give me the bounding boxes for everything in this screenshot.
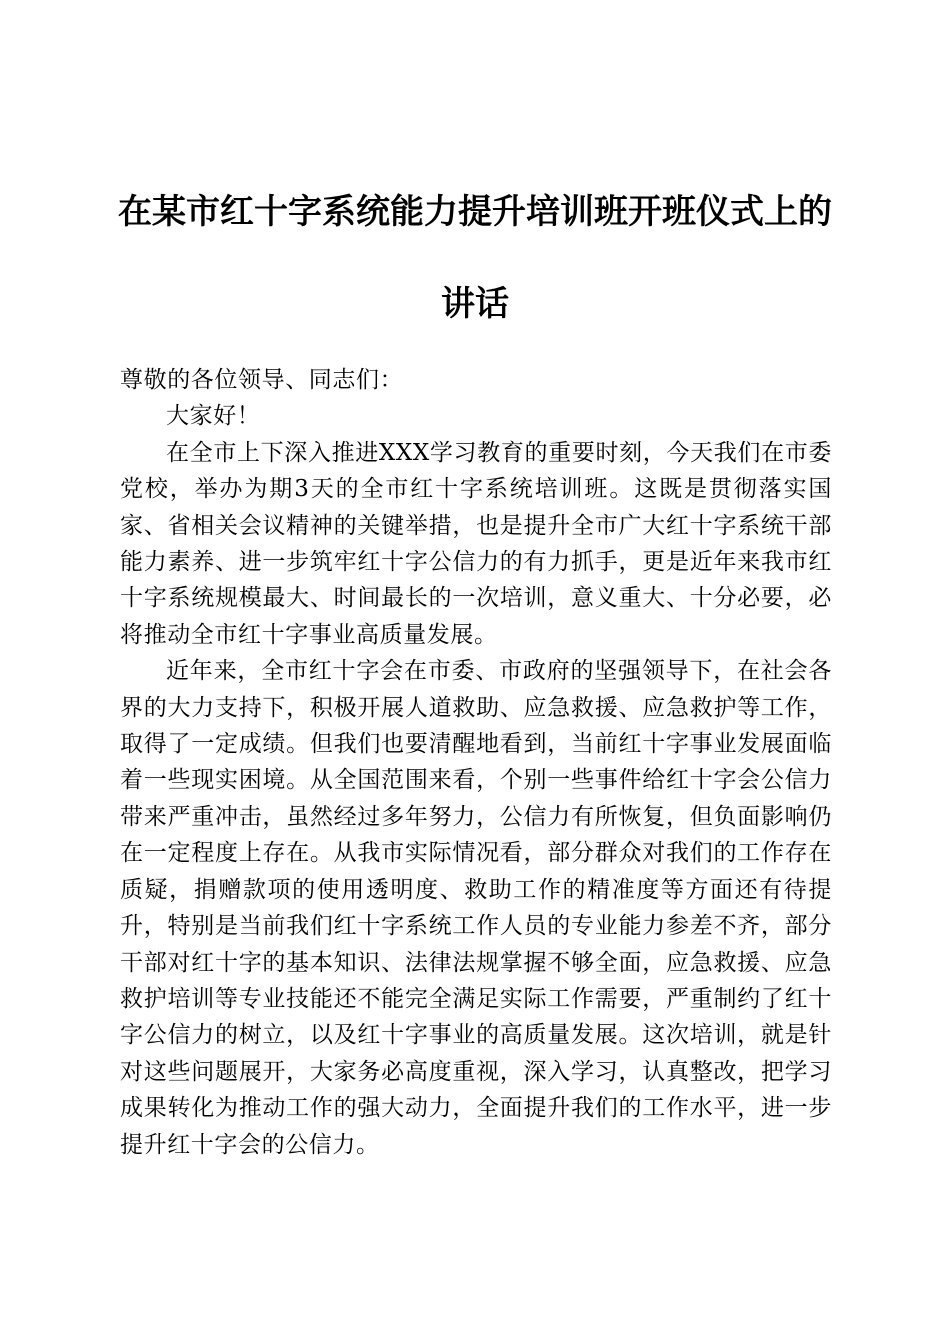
body-paragraph: 在全市上下深入推进XXX学习教育的重要时刻，今天我们在市委党校，举办为期3天的全市红十字系统培训班。这既是贯彻落实国家、省相关会议精神的关键举措，也是提升全市广大红十字系统干部能力素养、进一步筑牢红十字公信力的有力抓手，更是近年来我市红十字系统规模最大、时间最长的一次培训，意义重大、十分必要，必将推动全市红十字事业高质量发展。 [120, 439, 832, 648]
document-title: 在某市红十字系统能力提升培训班开班仪式上的讲话 [118, 192, 832, 324]
body-paragraph: 近年来，全市红十字会在市委、市政府的坚强领导下，在社会各界的大力支持下，积极开展人道救助、应急救援、应急救护等工作，取得了一定成绩。但我们也要清醒地看到，当前红十字事业发展面临着一些现实困境。从全国范围来看，个别一些事件给红十字会公信力带来严重冲击，虽然经过多年努力，公信力有所恢复，但负面影响仍在一定程度上存在。从我市实际情况看，部分群众对我们的工作存在质疑，捐赠款项的使用透明度、救助工作的精准度等方面还有待提升，特别是当前我们红十字系统工作人员的专业能力参差不齐，部分干部对红十字的基本知识、法律法规掌握不够全面，应急救援、应急救护培训等专业技能还不能完全满足实际工作需要，严重制约了红十字公信力的树立，以及红十字事业的高质量发展。这次培训，就是针对这些问题展开，大家务必高度重视，深入学习，认真整改，把学习成果转化为推动工作的强大动力，全面提升我们的工作水平，进一步提升红十字会的公信力。 [120, 658, 832, 1158]
salutation: 尊敬的各位领导、同志们： [120, 367, 404, 393]
document-body [120, 362, 832, 1163]
greeting-paragraph: 大家好！ [166, 403, 261, 430]
